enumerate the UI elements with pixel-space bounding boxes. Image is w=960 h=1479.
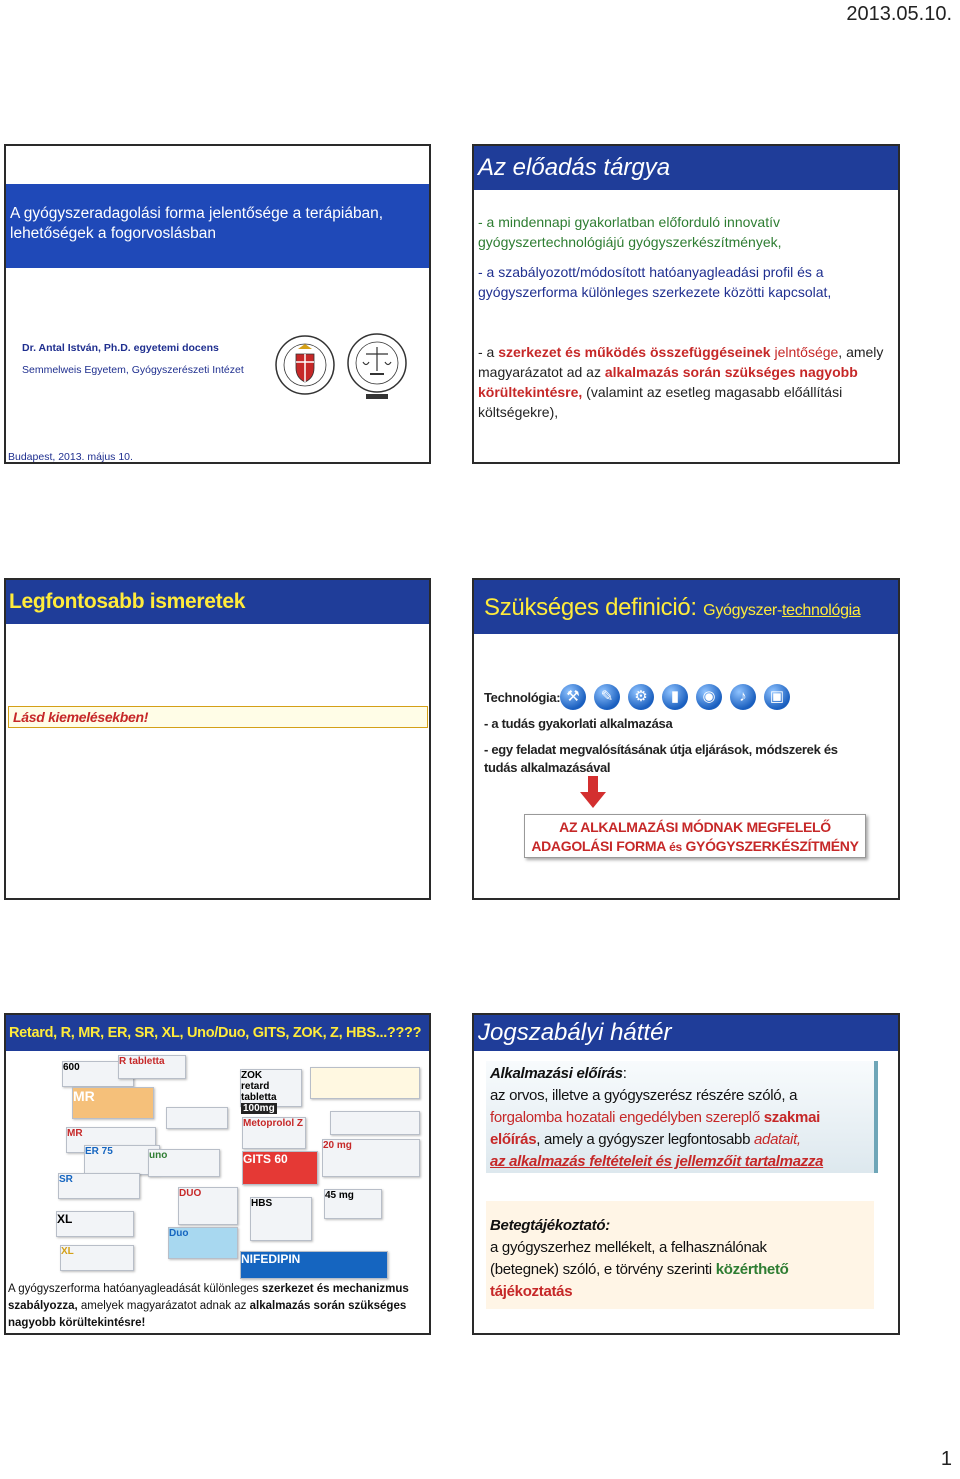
smpc-line-3 (490, 1129, 870, 1151)
smpc-heading-colon: : (622, 1065, 627, 1082)
title-sub-2: technológia (781, 602, 861, 619)
slide-definition (472, 578, 900, 900)
note-box: Lásd kiemelésekben! (8, 706, 428, 728)
package-label: R tabletta (119, 1056, 165, 1067)
package-box (166, 1107, 228, 1129)
title-bar (474, 1015, 898, 1051)
tech-label: Technológia: (484, 690, 561, 705)
leaflet-box (486, 1201, 874, 1309)
result-line-2a: ADAGOLÁSI FORMA (531, 838, 670, 854)
package-box (240, 1069, 302, 1114)
caption-a: A gyógyszerforma hatóanyagleadását különleges (8, 1283, 262, 1295)
caption-c: amelyek magyarázatot adnak az (77, 1300, 250, 1312)
slide-title-text: Az előadás tárgya (478, 154, 671, 181)
topic-text-3e: alkalmazás során szükséges nagyobb körültekintésre, (478, 364, 858, 400)
package-box (118, 1055, 186, 1079)
smpc-line-2a: forgalomba hozatali engedélyben szereplő (490, 1109, 764, 1126)
leaflet-line-2 (490, 1259, 870, 1281)
package-label: Duo (169, 1228, 189, 1239)
lock-icon: ▣ (764, 684, 790, 710)
topic-text-3b: szerkezet és működés összefüggéseinek (498, 344, 771, 360)
smpc-box (486, 1061, 878, 1173)
package-label: SR (59, 1174, 73, 1185)
package-label: MR (67, 1128, 83, 1139)
package-label: 20 mg (323, 1140, 352, 1151)
package-label: NIFEDIPIN (241, 1252, 301, 1266)
slide-title-text: Jogszabályi háttér (478, 1019, 672, 1046)
package-label: 100mg (243, 1103, 275, 1114)
topic-text-2: - a szabályozott/módosított hatóanyagleadási profil és a gyógyszerforma különleges szerkezete közötti kapcsolat, (478, 264, 832, 300)
topic-text-1: - a mindennapi gyakorlatban előforduló innovatív gyógyszertechnológiájú gyógyszerkészítmények, (478, 214, 782, 250)
smpc-heading-text: Alkalmazási előírás (490, 1065, 623, 1082)
smpc-line-2 (490, 1107, 870, 1129)
package-label: Metoprolol Z (243, 1118, 303, 1129)
leaflet-line-2a: (betegnek) szóló, e törvény szerinti (490, 1261, 716, 1278)
gear-icon: ⚙ (628, 684, 654, 710)
package-label: 45 mg (325, 1190, 354, 1201)
institute-seal-icon (346, 332, 408, 402)
definition-line-2: - egy feladat megvalósításának útja eljárások, módszerek és tudás alkalmazásával (484, 742, 838, 775)
package-box (148, 1149, 220, 1177)
smpc-line-3a: előírás (490, 1131, 537, 1148)
package-label: HBS (251, 1198, 273, 1209)
camera-icon: ◉ (696, 684, 722, 710)
leaflet-line-1: a gyógyszerhez mellékelt, a felhasználónak (490, 1239, 767, 1256)
package-label: ZOK (241, 1070, 263, 1081)
package-label: GITS 60 (243, 1152, 288, 1166)
package-collage (6, 1051, 429, 1279)
package-box (242, 1151, 318, 1185)
package-label: uno (149, 1150, 168, 1161)
topic-paragraph-3 (478, 342, 896, 422)
smpc-heading (490, 1063, 870, 1085)
speaker-icon: ♪ (730, 684, 756, 710)
title-bar (6, 184, 429, 268)
package-box (324, 1189, 382, 1219)
leaflet-line-3: tájékoztatás (490, 1283, 573, 1300)
topic-text-3a: - a (478, 344, 499, 360)
package-label: MR (73, 1088, 95, 1104)
slide-title-text: A gyógyszeradagolási forma jelentősége a terápiában, lehetőségek a fogorvoslásban (10, 205, 384, 242)
package-box (310, 1067, 420, 1099)
result-line-2 (525, 837, 865, 857)
caption-b: szerkezet és mechanizmus szabályozza, (8, 1283, 409, 1312)
slide-title-text (484, 594, 861, 622)
slide-dosage-forms (4, 1013, 431, 1335)
package-box (72, 1087, 154, 1119)
package-label: XL (61, 1246, 74, 1257)
university-seal-icon (274, 332, 336, 398)
arrow-down-icon (580, 776, 606, 808)
institute-line: Semmelweis Egyetem, Gyógyszerészeti Intézet (22, 364, 244, 376)
slide-legal-background (472, 1013, 900, 1335)
slide-topic (472, 144, 900, 464)
package-label: 600 (63, 1062, 80, 1073)
package-box (168, 1227, 238, 1259)
tool-icon: ✎ (594, 684, 620, 710)
smpc-line-3b: , amely a gyógyszer legfontosabb (536, 1131, 754, 1148)
author-line: Dr. Antal István, Ph.D. egyetemi docens (22, 342, 219, 354)
package-box (240, 1251, 388, 1279)
package-box (58, 1173, 140, 1199)
topic-text-3c: jelntősége (774, 344, 839, 360)
title-bar (6, 580, 429, 624)
title-bar (474, 580, 898, 634)
title-sub-1: Gyógyszer- (703, 602, 782, 619)
title-bar (6, 1015, 429, 1051)
result-line-2b: és (669, 840, 682, 854)
wrench-icon: ⚒ (560, 684, 586, 710)
definition-line-1: - a tudás gyakorlati alkalmazása (484, 716, 673, 731)
slide-key-knowledge (4, 578, 431, 900)
page-number: 1 (940, 1448, 952, 1470)
package-box (178, 1187, 238, 1225)
slide-title-text: Legfontosabb ismeretek (9, 590, 246, 613)
icon-row (560, 684, 798, 710)
result-box (524, 814, 866, 858)
topic-text-3f: (valamint az esetleg magasabb előállítási költségekre), (478, 384, 843, 420)
package-box (330, 1111, 420, 1135)
topic-paragraph-1 (478, 212, 896, 252)
package-box (60, 1245, 134, 1271)
smpc-line-1: az orvos, illetve a gyógyszerész részére szóló, a (490, 1087, 798, 1104)
smpc-line-3c: adatait, (754, 1131, 801, 1148)
leaflet-heading: Betegtájékoztató: (490, 1217, 610, 1234)
slide-title-text: Retard, R, MR, ER, SR, XL, Uno/Duo, GITS, ZOK, Z, HBS...???? (9, 1025, 422, 1041)
package-box (250, 1197, 312, 1241)
smpc-line-4: az alkalmazás feltételeit és jellemzőit tartalmazza (490, 1153, 824, 1170)
smpc-line-2b: szakmai (763, 1109, 821, 1126)
caption-d: alkalmazás során szükséges nagyobb körültekintésre! (8, 1300, 407, 1329)
topic-paragraph-2 (478, 262, 896, 302)
package-box (242, 1117, 306, 1149)
package-label: XL (57, 1212, 73, 1226)
result-line-2c: GYÓGYSZERKÉSZÍTMÉNY (681, 838, 859, 854)
title-main: Szükséges definició: (484, 594, 704, 621)
title-bar (474, 146, 898, 190)
leaflet-line-2b: közérthető (715, 1261, 789, 1278)
package-label: retard tabletta (241, 1081, 277, 1103)
package-box (56, 1211, 134, 1237)
package-label: ER 75 (85, 1146, 113, 1157)
result-line-1: AZ ALKALMAZÁSI MÓDNAK MEGFELELŐ (559, 819, 831, 835)
package-box (322, 1139, 420, 1177)
media-player-icon: ▮ (662, 684, 688, 710)
slide-footer: Budapest, 2013. május 10. (8, 451, 133, 463)
slide-title (4, 144, 431, 464)
page-date: 2013.05.10. (846, 3, 952, 25)
package-label: DUO (179, 1188, 202, 1199)
topic-text-3d: , amely magyarázatot ad az (478, 344, 884, 380)
caption (8, 1281, 428, 1332)
